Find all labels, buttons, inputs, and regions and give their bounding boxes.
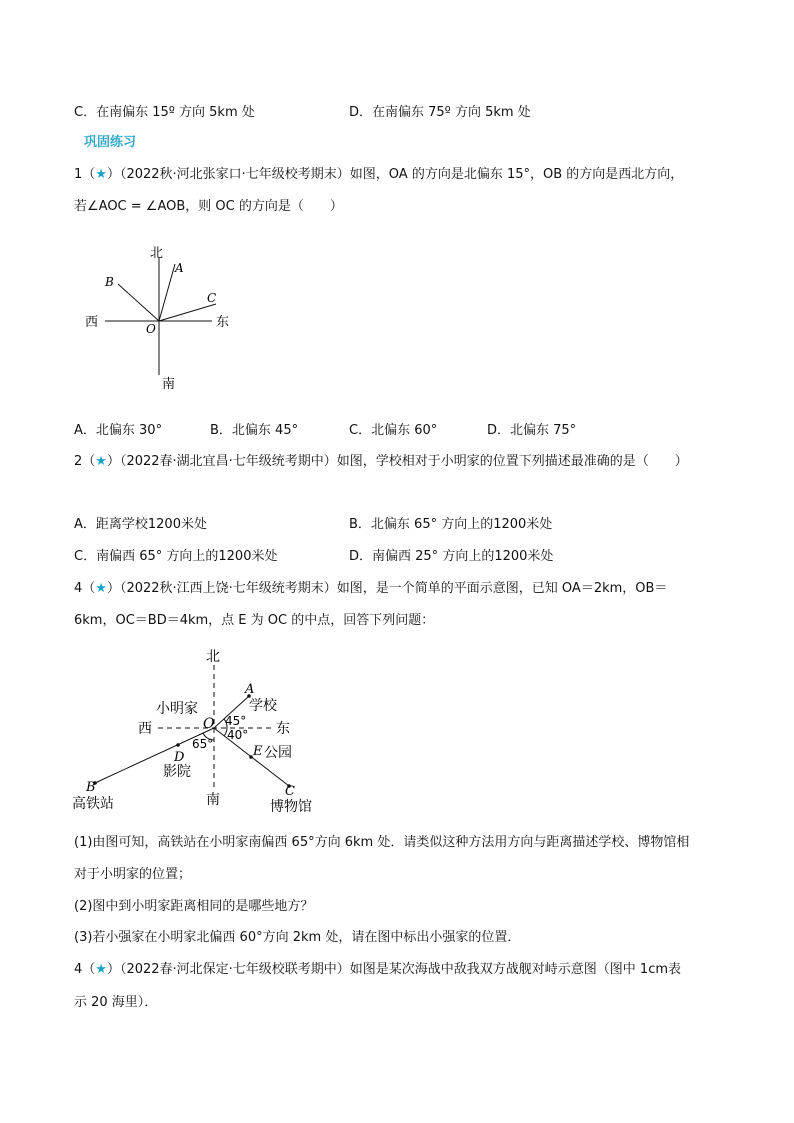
q1-point-c: C (207, 291, 217, 305)
q1-ray-ob (118, 284, 159, 321)
q2-line1 (74, 453, 688, 471)
q1-text-a: OA 的方向是北偏东 15°， (388, 167, 544, 182)
q1-south-label: 南 (162, 377, 176, 392)
q1-line2: 若∠AOC = ∠AOB，则 OC 的方向是（ ） (74, 199, 343, 214)
q4a-point-a: A (245, 682, 255, 697)
q1-east-label: 东 (216, 315, 230, 330)
q1-text-b: OB 的方向是西北方向， (543, 167, 684, 182)
q4a-point-e: E (253, 744, 263, 759)
q4a-point-b: B (86, 780, 96, 795)
q1-figure (80, 240, 240, 395)
q4a-angle-65: 65° (192, 737, 214, 751)
q4a-point-o: O (203, 716, 215, 732)
q1-point-o: O (146, 322, 156, 336)
q4a-cinema-label: 影院 (163, 764, 191, 780)
q1-option-d: D．北偏东 75° (487, 423, 577, 438)
q4a-figure (68, 643, 338, 818)
star-icon: ★ (95, 454, 107, 469)
q1-west-label: 西 (85, 315, 99, 330)
q2-source: ）（2022春·湖北宜昌·七年级统考期中）如图，学校相对于小明家的位置下列描述最准确的是（ ） (106, 454, 688, 469)
q4a-angle-40: 40° (227, 728, 249, 742)
q1-north-label: 北 (150, 246, 164, 261)
q2-number: 2（ (74, 454, 96, 469)
section-title: 巩固练习 (84, 135, 137, 150)
q1-ray-oc (159, 304, 216, 321)
q1-source: ）（2022秋·河北张家口·七年级校考期末）如图， (106, 167, 389, 182)
q2-option-b: B．北偏东 65° 方向上的1200米处 (349, 517, 553, 532)
q1-option-c: C．北偏东 60° (349, 423, 438, 438)
q1-option-b: B．北偏东 45° (210, 423, 299, 438)
q4a-north-label: 北 (206, 649, 220, 665)
star-icon: ★ (95, 167, 107, 182)
q4a-sub1-line2: 对于小明家的位置； (74, 867, 192, 882)
q4a-park-label: 公园 (264, 745, 292, 761)
q4a-east-label: 东 (276, 721, 290, 737)
q4a-line1 (74, 580, 667, 598)
star-icon: ★ (95, 962, 107, 977)
q4a-source: ）（2022秋·江西上饶·七年级统考期末）如图，是一个简单的平面示意图，已知 OA＝2km，OB＝ (106, 581, 668, 596)
q4a-number: 4（ (74, 581, 96, 596)
star-icon: ★ (95, 581, 107, 596)
q1-point-a: A (175, 261, 184, 275)
q4a-angle-45: 45° (225, 714, 247, 728)
q4a-sub2: (2)图中到小明家距离相同的是哪些地方？ (74, 899, 314, 914)
q4a-west-label: 西 (138, 721, 152, 737)
q4a-home-label: 小明家 (156, 701, 198, 717)
q1-point-b: B (105, 275, 114, 289)
q4a-sub1-line1: (1)由图可知，高铁站在小明家南偏西 65°方向 6km 处．请类似这种方法用方向与距离描述学校、博物馆相 (74, 835, 690, 850)
q2-option-c: C．南偏西 65° 方向上的1200米处 (74, 549, 278, 564)
q2-option-a: A．距离学校1200米处 (74, 517, 207, 532)
q1-line1 (74, 166, 683, 184)
q4a-sub3: (3)若小强家在小明家北偏西 60°方向 2km 处，请在图中标出小强家的位置． (74, 930, 521, 945)
q4a-point-d: D (174, 750, 185, 765)
q4a-school-label: 学校 (249, 698, 277, 714)
q4a-point-c: C (285, 784, 295, 799)
q4a-dot-d (176, 743, 180, 747)
q4a-museum-label: 博物馆 (270, 799, 312, 815)
option-c-prev: C．在南偏东 15º 方向 5km 处 (74, 105, 255, 120)
q4b-number: 4（ (74, 962, 96, 977)
q4a-line2: 6km，OC＝BD＝4km，点 E 为 OC 的中点，回答下列问题： (74, 613, 435, 628)
q4b-source: ）（2022春·河北保定·七年级校联考期中）如图是某次海战中敌我双方战舰对峙示意图（图中 1cm表 (106, 962, 682, 977)
q1-ray-oa (159, 264, 175, 321)
q2-option-d: D．南偏西 25° 方向上的1200米处 (349, 549, 554, 564)
q4b-line2: 示 20 海里）． (74, 995, 158, 1010)
q1-number: 1（ (74, 167, 96, 182)
q4a-station-label: 高铁站 (72, 796, 114, 812)
q1-option-a: A．北偏东 30° (74, 423, 163, 438)
q4a-south-label: 南 (206, 792, 220, 808)
q4b-line1 (74, 961, 681, 979)
option-d-prev: D．在南偏东 75º 方向 5km 处 (349, 105, 531, 120)
